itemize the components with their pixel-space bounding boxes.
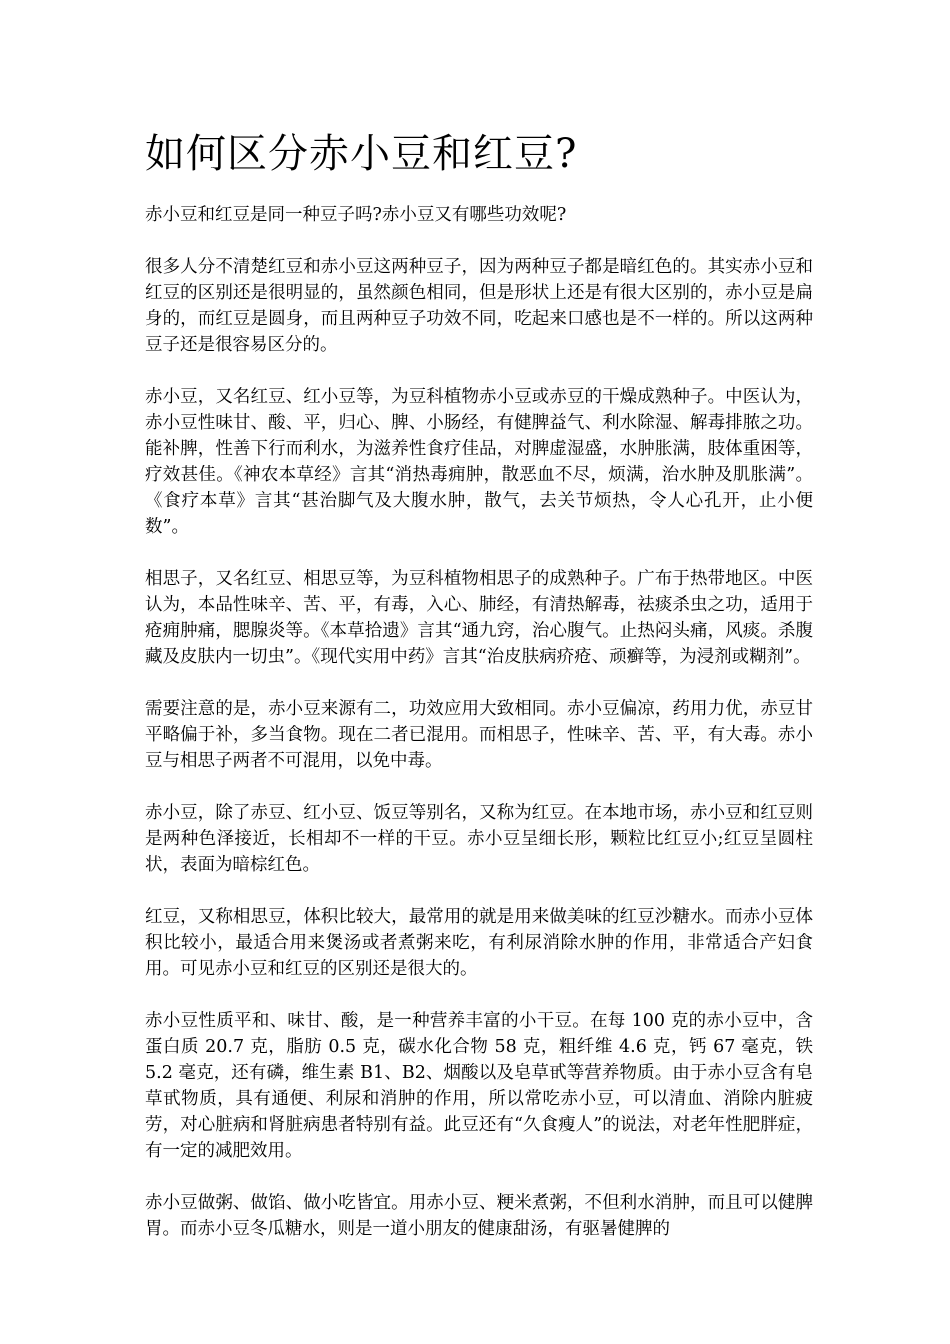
paragraph-caution: 需要注意的是，赤小豆来源有二，功效应用大致相同。赤小豆偏凉，药用力优，赤豆甘平略偏于补，多当食物。现在二者已混用。而相思子，性味辛、苦、平，有大毒。赤小豆与相思子两者不可混用，以免中毒。 xyxy=(145,699,813,771)
page-title: 如何区分赤小豆和红豆? xyxy=(145,131,578,177)
paragraph-nutrition: 赤小豆性质平和、味甘、酸，是一种营养丰富的小干豆。在每 100 克的赤小豆中，含蛋白质 20.7 克，脂肪 0.5 克，碳水化合物 58 克，粗纤维 4.6 克，钙 67 毫克，铁 5.2 毫克，还有磷，维生素 B1、B2、烟酸以及皂草甙等营养物质。由于赤小豆含有皂草甙物质，具有通便、利尿和消肿的作用，所以常吃赤小豆，可以清血、消除内脏疲劳，对心脏病和肾脏病患者特别有益。此豆还有“久食瘦人”的说法，对老年性肥胖症，有一定的减肥效用。 xyxy=(145,1011,813,1161)
paragraph-market: 赤小豆，除了赤豆、红小豆、饭豆等别名，又称为红豆。在本地市场，赤小豆和红豆则是两种色泽接近，长相却不一样的干豆。赤小豆呈细长形，颗粒比红豆小;红豆呈圆柱状，表面为暗棕红色。 xyxy=(145,803,813,875)
intro-question: 赤小豆和红豆是同一种豆子吗?赤小豆又有哪些功效呢? xyxy=(145,205,567,225)
paragraph-recipes: 赤小豆做粥、做馅、做小吃皆宜。用赤小豆、粳米煮粥，不但利水消肿，而且可以健脾胃。而赤小豆冬瓜糖水，则是一道小朋友的健康甜汤，有驱暑健脾的 xyxy=(145,1193,813,1239)
document-page xyxy=(145,124,813,1268)
paragraph-chixiaodou: 赤小豆，又名红豆、红小豆等，为豆科植物赤小豆或赤豆的干燥成熟种子。中医认为，赤小豆性味甘、酸、平，归心、脾、小肠经，有健脾益气、利水除湿、解毒排脓之功。能补脾，性善下行而利水，为滋养性食疗佳品，对脾虚湿盛，水肿胀满，肢体重困等，疗效甚佳。《神农本草经》言其“消热毒痈肿，散恶血不尽，烦满，治水肿及肌胀满”。《食疗本草》言其“甚治脚气及大腹水肿，散气，去关节烦热，令人心孔开，止小便数”。 xyxy=(145,387,813,537)
paragraph-hongdou: 红豆，又称相思豆，体积比较大，最常用的就是用来做美味的红豆沙糖水。而赤小豆体积比较小，最适合用来煲汤或者煮粥来吃，有利尿消除水肿的作用，非常适合产妇食用。可见赤小豆和红豆的区别还是很大的。 xyxy=(145,907,813,979)
paragraph-difference: 很多人分不清楚红豆和赤小豆这两种豆子，因为两种豆子都是暗红色的。其实赤小豆和红豆的区别还是很明显的，虽然颜色相同，但是形状上还是有很大区别的，赤小豆是扁身的，而红豆是圆身，而且两种豆子功效不同，吃起来口感也是不一样的。所以这两种豆子还是很容易区分的。 xyxy=(145,257,813,355)
paragraph-xiangsizi: 相思子，又名红豆、相思豆等，为豆科植物相思子的成熟种子。广布于热带地区。中医认为，本品性味辛、苦、平，有毒，入心、肺经，有清热解毒，祛痰杀虫之功，适用于疮痈肿痛，腮腺炎等。《本草拾遗》言其“通九窍，治心腹气。止热闷头痛，风痰。杀腹藏及皮肤内一切虫”。《现代实用中药》言其“治皮肤病疥疮、顽癣等，为浸剂或糊剂”。 xyxy=(145,569,813,667)
